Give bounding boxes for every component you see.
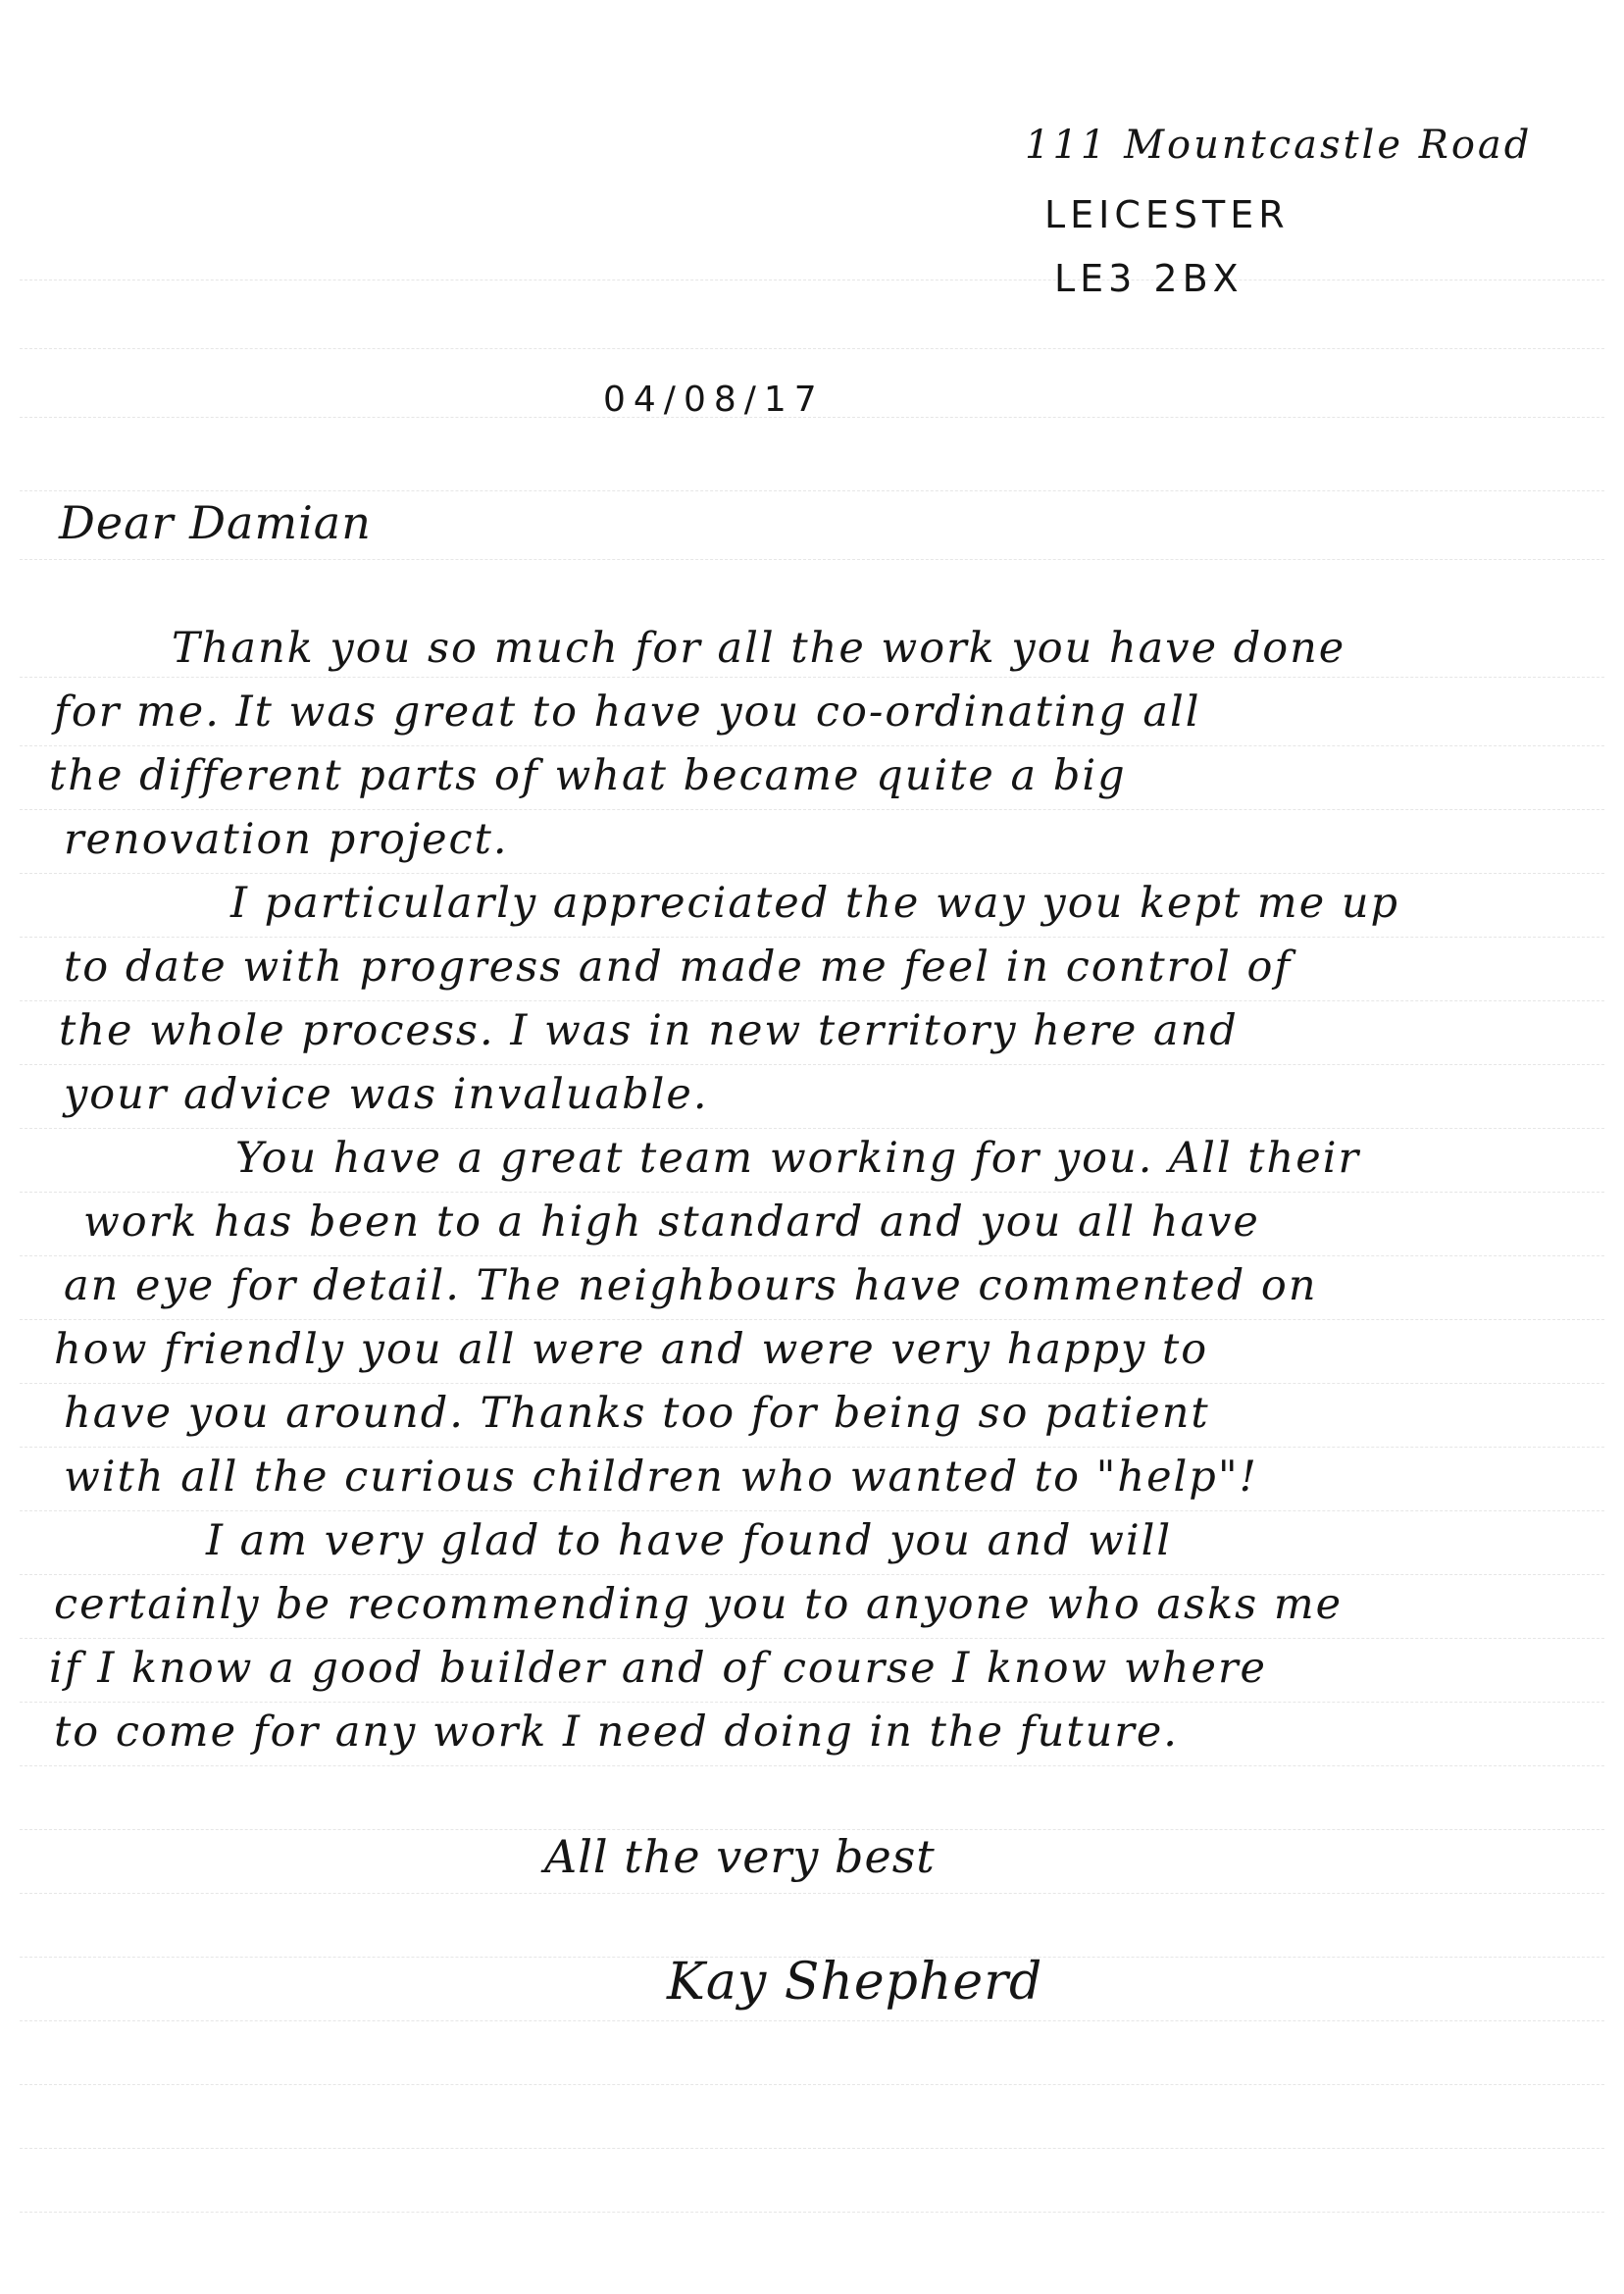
closing: All the very best [544, 1830, 936, 1883]
body-line: Thank you so much for all the work you have done [172, 624, 1346, 673]
paper-rule [20, 937, 1604, 938]
body-line: I particularly appreciated the way you kept me up [230, 879, 1400, 928]
paper-rule [20, 2212, 1604, 2213]
paper-rule [20, 1893, 1604, 1894]
paper-rule [20, 1128, 1604, 1129]
paper-rule [20, 2084, 1604, 2085]
paper-rule [20, 2020, 1604, 2021]
paper-rule [20, 348, 1604, 349]
paper-rule [20, 745, 1604, 746]
body-line: how friendly you all were and were very happy to [54, 1325, 1209, 1374]
body-line: I am very glad to have found you and will [206, 1516, 1173, 1565]
paper-rule [20, 1383, 1604, 1384]
body-line: with all the curious children who wanted to "help"! [64, 1453, 1258, 1502]
paper-rule [20, 677, 1604, 678]
body-line: renovation project. [64, 815, 509, 864]
body-line: certainly be recommending you to anyone who asks me [54, 1580, 1344, 1629]
paper-rule [20, 1447, 1604, 1448]
address-line-2: LEICESTER [1044, 193, 1290, 236]
address-line-3: LE3 2BX [1054, 257, 1243, 300]
body-line: your advice was invaluable. [64, 1070, 709, 1119]
body-line: work has been to a high standard and you all have [83, 1198, 1260, 1247]
paper-rule [20, 1192, 1604, 1193]
paper-rule [20, 1510, 1604, 1511]
body-line: to come for any work I need doing in the future. [54, 1708, 1179, 1757]
paper-rule [20, 1255, 1604, 1256]
body-line: You have a great team working for you. All their [235, 1134, 1361, 1183]
paper-rule [20, 2148, 1604, 2149]
salutation: Dear Damian [59, 496, 372, 549]
paper-rule [20, 1574, 1604, 1575]
body-line: an eye for detail. The neighbours have commented on [64, 1261, 1318, 1310]
body-line: have you around. Thanks too for being so patient [64, 1389, 1210, 1438]
letter-date: 04/08/17 [603, 380, 825, 420]
paper-rule [20, 1765, 1604, 1766]
address-line-1: 111 Mountcastle Road [1025, 123, 1533, 168]
paper-rule [20, 1319, 1604, 1320]
paper-rule [20, 1702, 1604, 1703]
paper-rule [20, 559, 1604, 560]
body-line: if I know a good builder and of course I know where [49, 1644, 1267, 1693]
paper-rule [20, 1000, 1604, 1001]
paper-rule [20, 873, 1604, 874]
paper-rule [20, 1064, 1604, 1065]
paper-rule [20, 809, 1604, 810]
paper-rule [20, 490, 1604, 491]
body-line: to date with progress and made me feel in control of [64, 943, 1293, 992]
body-line: the different parts of what became quite a big [49, 751, 1127, 800]
paper-rule [20, 1638, 1604, 1639]
body-line: the whole process. I was in new territory here and [59, 1006, 1239, 1055]
body-line: for me. It was great to have you co-ordinating all [54, 688, 1201, 737]
signature: Kay Shepherd [667, 1953, 1043, 2012]
